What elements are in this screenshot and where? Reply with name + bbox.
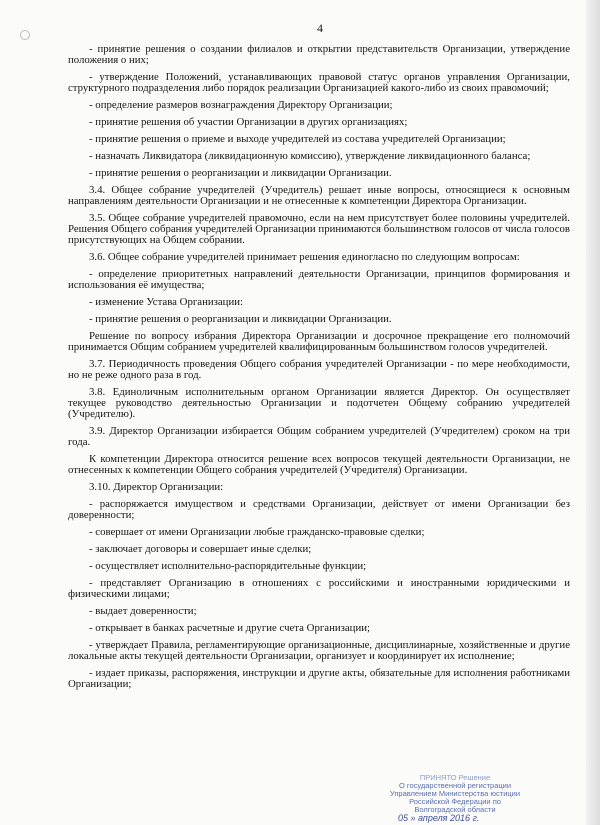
paragraph: 3.8. Единоличным исполнительным органом Организации является Директор. Он осуществляет текущее руководство деятельностью Организации и подотчетен Общему собранию учредителей (Учредителю). <box>68 386 570 420</box>
paragraph: 3.9. Директор Организации избирается Общим собранием учредителей (Учредителем) сроком на три года. <box>68 425 570 448</box>
paragraph: - принятие решения о приеме и выходе учредителей из состава учредителей Организации; <box>89 133 506 145</box>
stamp-line: Волгоградской области <box>414 805 496 814</box>
paragraph: - открывает в банках расчетные и другие счета Организации; <box>89 622 371 634</box>
paragraph: - осуществляет исполнительно-распорядительные функции; <box>89 560 367 572</box>
paragraph: - совершает от имени Организации любые гражданско-правовые сделки; <box>89 526 425 538</box>
paragraph: - назначать Ликвидатора (ликвидационную комиссию), утверждение ликвидационного баланса; <box>89 150 531 162</box>
paragraph: - распоряжается имуществом и средствами Организации, действует от имени Организации без доверенности; <box>68 498 570 521</box>
paragraph: - определение приоритетных направлений деятельности Организации, принципов формирования и использования её имущества; <box>68 268 570 291</box>
paragraph: 3.6. Общее собрание учредителей принимает решения единогласно по следующим вопросам: <box>89 251 520 263</box>
paragraph: Решение по вопросу избрания Директора Организации и досрочное прекращение его полномочий принимается Общим собранием учредителей квалифицированным большинством голосов учредителей. <box>68 330 570 353</box>
paragraph: 3.10. Директор Организации: <box>89 481 224 493</box>
stamp-line: Российской Федерации по <box>409 797 501 806</box>
paragraph: - выдает доверенности; <box>89 605 197 617</box>
paragraph: 3.4. Общее собрание учредителей (Учредитель) решает иные вопросы, относящиеся к основным направлениям деятельности Организации и не отнесенные к компетенции Директора Организации. <box>68 184 570 207</box>
scan-page-edge <box>586 0 600 825</box>
stamp-line: ПРИНЯТО Решение <box>419 773 491 782</box>
page-number: 4 <box>317 21 323 35</box>
stamp-line: Управлением Министерства юстиции <box>389 789 521 798</box>
paragraph: - принятие решения о создании филиалов и открытии представительств Организации, утверждение положения о них; <box>68 43 570 66</box>
stamp-date: 05 » апреля 2016 г. <box>398 813 480 823</box>
paragraph: 3.7. Периодичность проведения Общего собрания учредителей Организации - по мере необходимости, но не реже одного раза в год. <box>68 358 570 381</box>
paragraph: - принятие решения о реорганизации и ликвидации Организации. <box>89 167 392 179</box>
paragraph: - утверждает Правила, регламентирующие организационные, дисциплинарные, хозяйственные и другие локальные акты текущей деятельности Организации, организует и координирует их исполнение; <box>68 639 570 662</box>
paragraph: - принятие решения об участии Организации в других организациях; <box>89 116 408 128</box>
paragraph: - принятие решения о реорганизации и ликвидации Организации. <box>89 313 392 325</box>
paragraph: - заключает договоры и совершает иные сделки; <box>89 543 312 555</box>
paragraph: - издает приказы, распоряжения, инструкции и другие акты, обязательные для исполнения работниками Организации; <box>68 667 570 690</box>
registration-stamp <box>380 774 530 823</box>
paragraph: 3.5. Общее собрание учредителей правомочно, если на нем присутствует более половины учредителей. Решения Общего собрания учредителей Организации принимаются большинством голосов от числа голосов присутствующих на Общем собрании. <box>68 212 570 246</box>
paragraph: - представляет Организацию в отношениях с российскими и иностранными юридическими и физическими лицами; <box>68 577 570 600</box>
document-body <box>68 44 570 696</box>
stamp-line: О государственной регистрации <box>398 781 512 790</box>
paragraph: - утверждение Положений, устанавливающих правовой статус органов управления Организации, структурного подразделения либо порядок реализации Организацией какого-либо из своих правомочий; <box>68 71 570 94</box>
paragraph: - определение размеров вознаграждения Директору Организации; <box>89 99 393 111</box>
paragraph: К компетенции Директора относится решение всех вопросов текущей деятельности Организации, не отнесенных к компетенции Общего собрания учредителей (Учредителя) Организации. <box>68 453 570 476</box>
paragraph: - изменение Устава Организации: <box>89 296 244 308</box>
